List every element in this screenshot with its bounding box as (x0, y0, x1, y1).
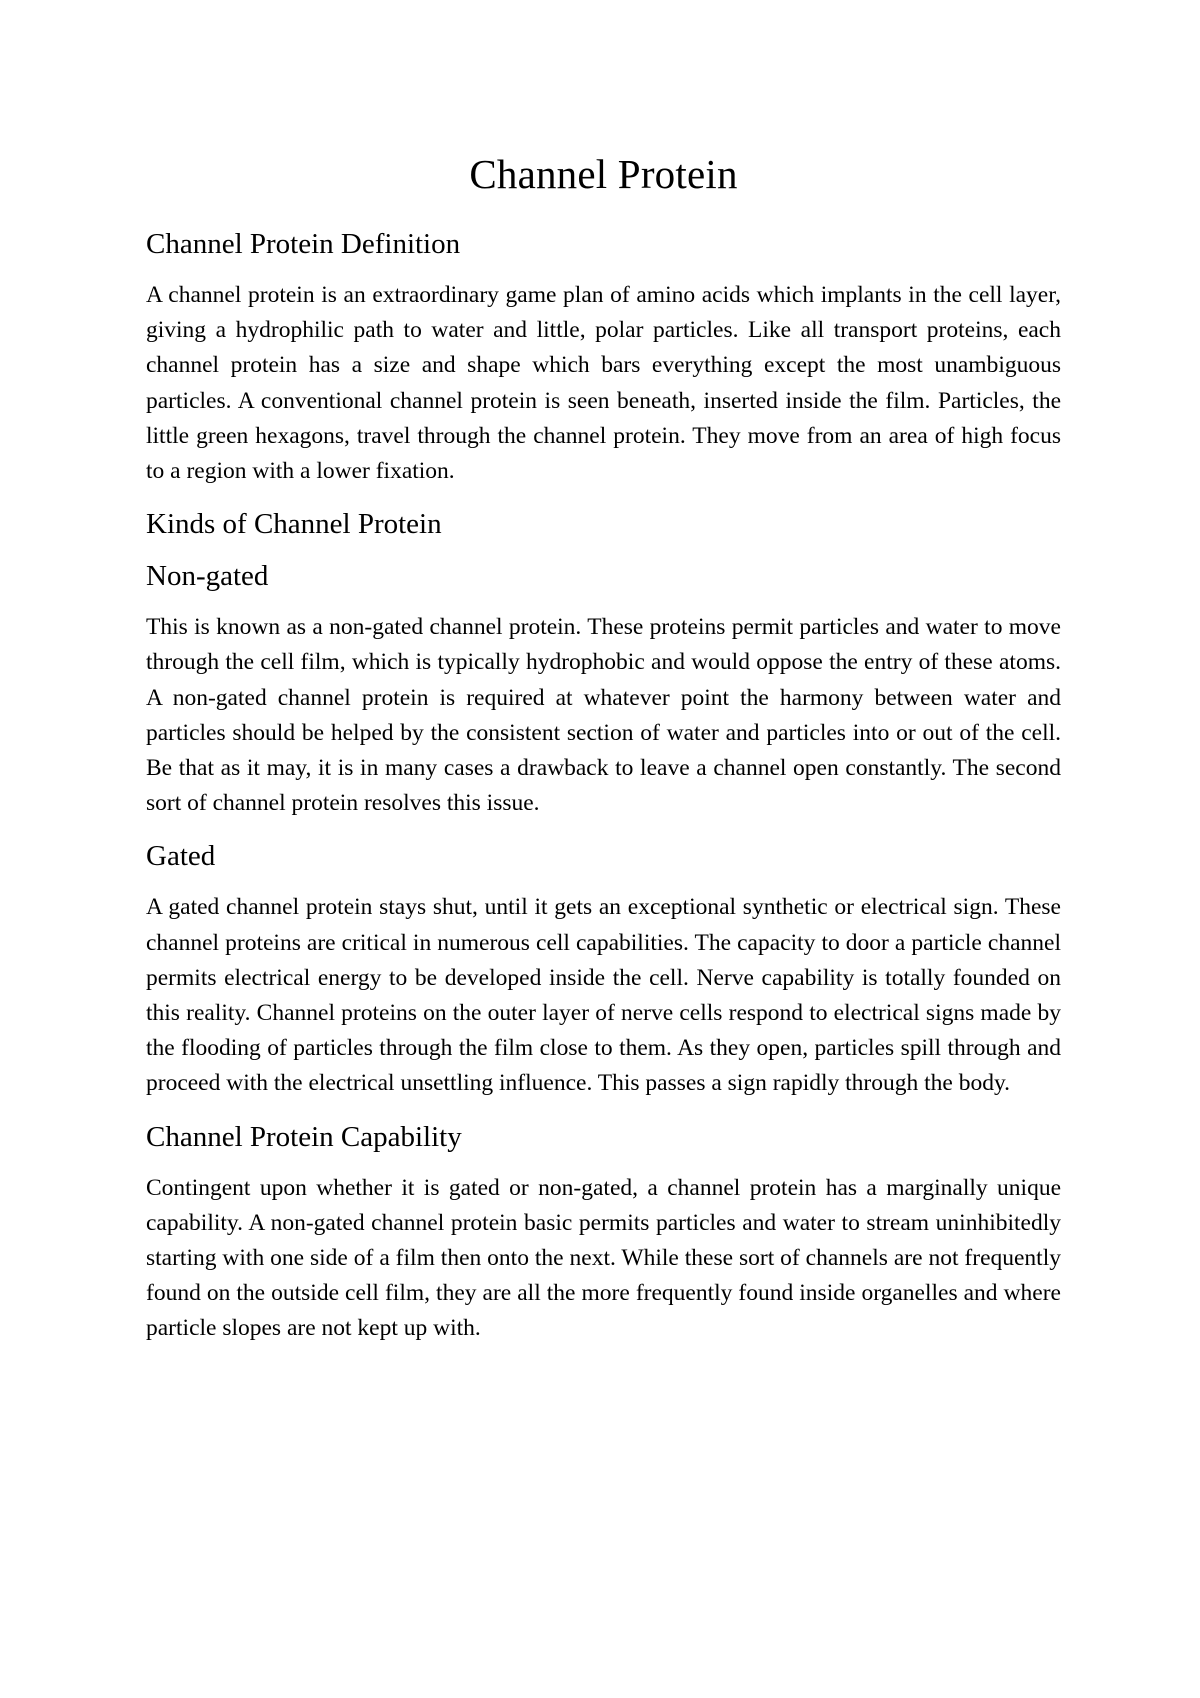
section-paragraph-gated: A gated channel protein stays shut, until it gets an exceptional synthetic or electrical sign. These channel proteins are critical in numerous cell capabilities. The capacity to door a particle channel permits electrical energy to be developed inside the cell. Nerve capability is totally founded on this reality. Channel proteins on the outer layer of nerve cells respond to electrical signs made by the flooding of particles through the film close to them. As they open, particles spill through and proceed with the electrical unsettling influence. This passes a sign rapidly through the body. (146, 894, 1061, 1097)
section-paragraph-capability: Contingent upon whether it is gated or non-gated, a channel protein has a marginally unique capability. A non-gated channel protein basic permits particles and water to stream uninhibitedly starting with one side of a film then onto the next. While these sort of channels are not frequently found on the outside cell film, they are all the more frequently found inside organelles and where particle slopes are not kept up with. (146, 1174, 1061, 1342)
document-body (146, 150, 1061, 1364)
section-heading-gated: Gated (146, 840, 216, 873)
section-heading-capability: Channel Protein Capability (146, 1120, 462, 1153)
document-title: Channel Protein (469, 151, 738, 197)
section-paragraph-definition: A channel protein is an extraordinary game plan of amino acids which implants in the cell layer, giving a hydrophilic path to water and little, polar particles. Like all transport proteins, each channel protein has a size and shape which bars everything except the most unambiguous particles. A conventional channel protein is seen beneath, inserted inside the film. Particles, the little green hexagons, travel through the channel protein. They move from an area of high focus to a region with a lower fixation. (146, 282, 1061, 485)
section-heading-kinds: Kinds of Channel Protein (146, 508, 442, 541)
section-paragraph-non-gated: This is known as a non-gated channel protein. These proteins permit particles and water to move through the cell film, which is typically hydrophobic and would oppose the entry of these atoms. A non-gated channel protein is required at whatever point the harmony between water and particles should be helped by the consistent section of water and particles into or out of the cell. Be that as it may, it is in many cases a drawback to leave a channel open constantly. The second sort of channel protein resolves this issue. (146, 614, 1061, 817)
section-heading-non-gated: Non-gated (146, 560, 269, 593)
section-heading-definition: Channel Protein Definition (146, 228, 461, 260)
